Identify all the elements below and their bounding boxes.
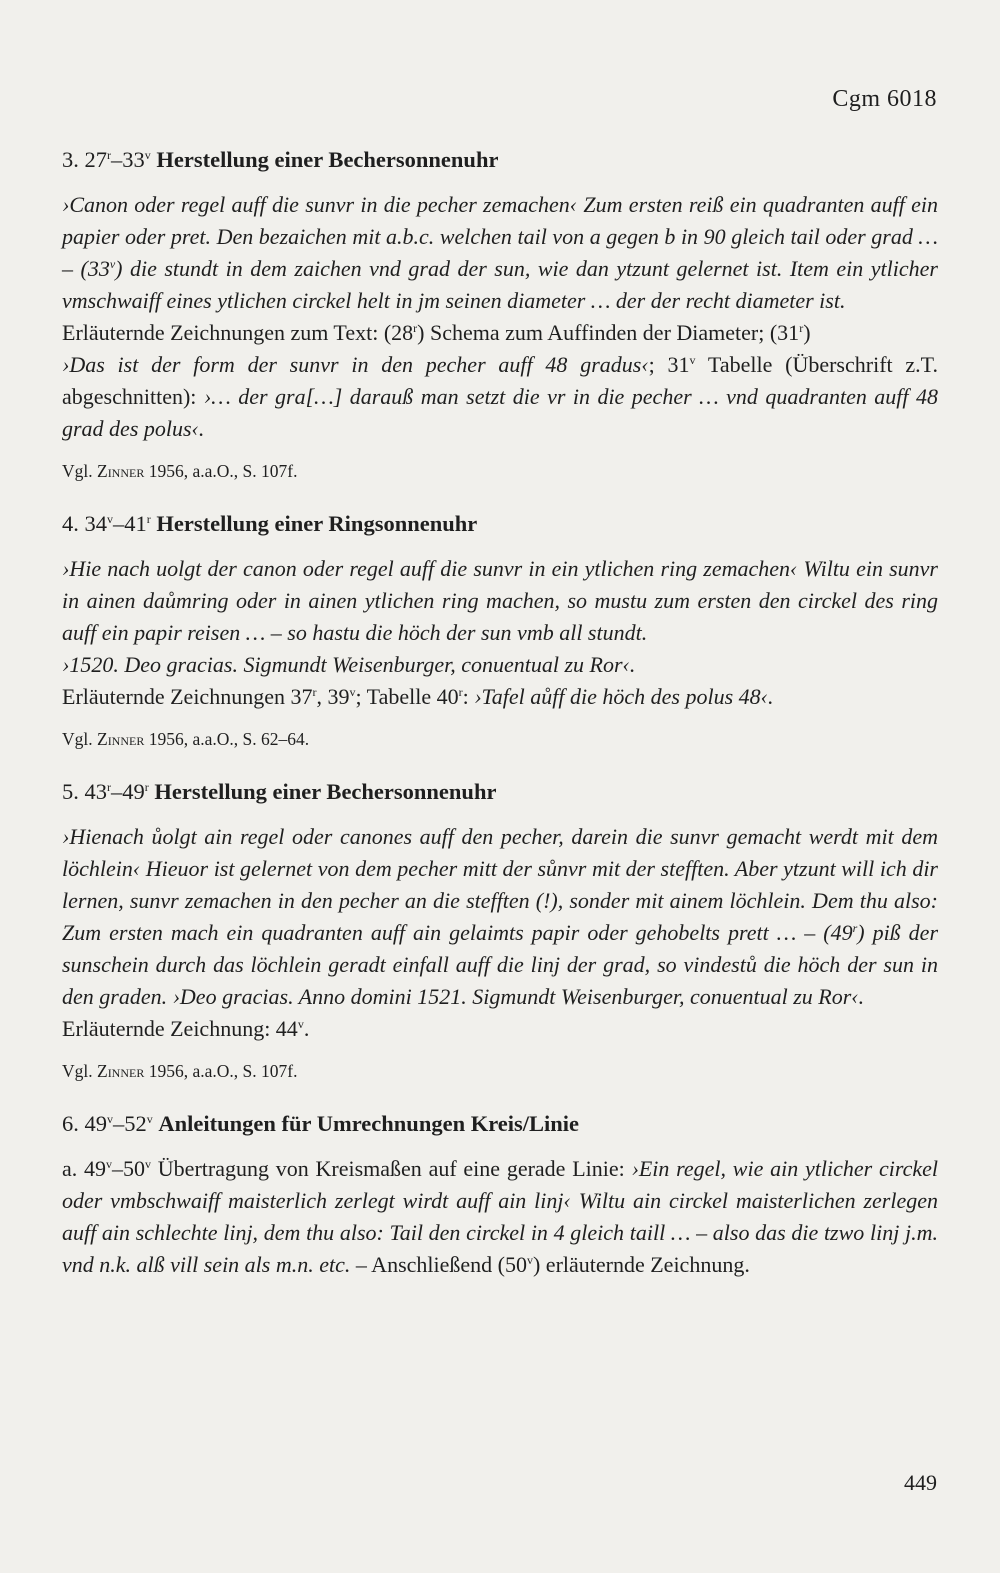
literature-reference: Vgl. Zinner 1956, a.a.O., S. 107f. — [62, 1061, 298, 1081]
entry-colophon: ›1520. Deo gracias. Sigmundt Weisenburger, conuentual zu Ror‹. — [62, 652, 636, 677]
entry-heading: 6. 49$^v$–52$^v$ Anleitungen für Umrechnungen Kreis/Linie — [62, 1111, 580, 1136]
catalog-entry — [62, 777, 938, 1083]
catalog-entry — [62, 509, 938, 751]
entry-notes: Erläuternde Zeichnung: 44$^v$. — [62, 1016, 310, 1041]
catalog-entries — [62, 145, 938, 1281]
entry-title: Herstellung einer Bechersonnenuhr — [154, 779, 497, 804]
catalog-entry — [62, 145, 938, 483]
entry-quote: ›Hienach ůolgt ain regel oder canones auff den pecher, darein die sunvr gemacht werdt mit dem löchlein‹ Hieuor ist gelernet von dem pecher mitt der sůnvr mit der stefften. Aber ytzunt will ich dir lernen, sunvr zemachen in den pecher an die stefften (!), sonder mit ainem löchlein. Dem thu also: Zum ersten mach ein quadranten auff ain gelaimts papir oder gehobelts prett … – (49$^r$) piß der sunschein durch das löchlein geradt einfall auff die linj der grad, so vindestů die höch der sun in den graden. ›Deo gracias. Anno domini 1521. Sigmundt Weisenburger, conuentual zu Ror‹. — [62, 824, 938, 1009]
entry-heading: 4. 34$^v$–41$^r$ Herstellung einer Ringsonnenuhr — [62, 511, 478, 536]
entry-quote: ›Hie nach uolgt der canon oder regel auff die sunvr in ein ytlichen ring zemachen‹ Wiltu ein sunvr in ainen daůmring oder in ainen ytlichen ring machen, so mustu zum ersten den circkel des ring auff ein papir reisen … – so hastu die höch der sun vmb all stundt. — [62, 556, 938, 645]
entry-notes: Erläuternde Zeichnungen zum Text: (28$^r$) Schema zum Auffinden der Diameter; (31$^r$) ›Das ist der form der sunvr in den pecher auff 48 gradus‹; 31$^v$ Tabelle (Überschrift z.T. abgeschnitten): ›… der gra[…] darauß man setzt die vr in die pecher … vnd quadranten auff 48 grad des polus‹. — [62, 320, 938, 441]
shelfmark-header: Cgm 6018 — [832, 86, 937, 112]
entry-title: Herstellung einer Ringsonnenuhr — [156, 511, 478, 536]
entry-heading: 3. 27$^r$–33$^v$ Herstellung einer Bechersonnenuhr — [62, 147, 499, 172]
entry-title: Anleitungen für Umrechnungen Kreis/Linie — [158, 1111, 580, 1136]
sub-entry: a. 49$^v$–50$^v$ Übertragung von Kreismaßen auf eine gerade Linie: ›Ein regel, wie ain ytlicher circkel oder vmbschwaiff maisterlich zerlegt wirdt auff ain linj‹ Wiltu ain circkel maisterlichen zerlegen auff ain schlechte linj, dem thu also: Tail den circkel in 4 gleich taill … – also das die tzwo linj j.m. vnd n.k. alß vill sein als m.n. etc. – Anschließend (50$^v$) erläuternde Zeichnung. — [62, 1156, 938, 1277]
entry-quote: ›Canon oder regel auff die sunvr in die pecher zemachen‹ Zum ersten reiß ein quadranten auff ein papier oder pret. Den bezaichen mit a.b.c. welchen tail von a gegen b in 90 gleich tail oder grad … – (33$^v$) die stundt in dem zaichen vnd grad der sun, wie dan ytzunt gelernet ist. Item ein ytlicher vmschwaiff eines ytlichen circkel helt in jm seinen diameter … der der recht diameter ist. — [62, 192, 938, 313]
page-number: 449 — [904, 1470, 937, 1495]
literature-reference: Vgl. Zinner 1956, a.a.O., S. 107f. — [62, 461, 298, 481]
entry-heading: 5. 43$^r$–49$^r$ Herstellung einer Bechersonnenuhr — [62, 779, 497, 804]
catalog-entry — [62, 1109, 938, 1281]
literature-reference: Vgl. Zinner 1956, a.a.O., S. 62–64. — [62, 729, 310, 749]
entry-title: Herstellung einer Bechersonnenuhr — [156, 147, 499, 172]
entry-notes: Erläuternde Zeichnungen 37$^r$, 39$^v$; Tabelle 40$^r$: ›Tafel aůff die höch des polus 48‹. — [62, 684, 774, 709]
